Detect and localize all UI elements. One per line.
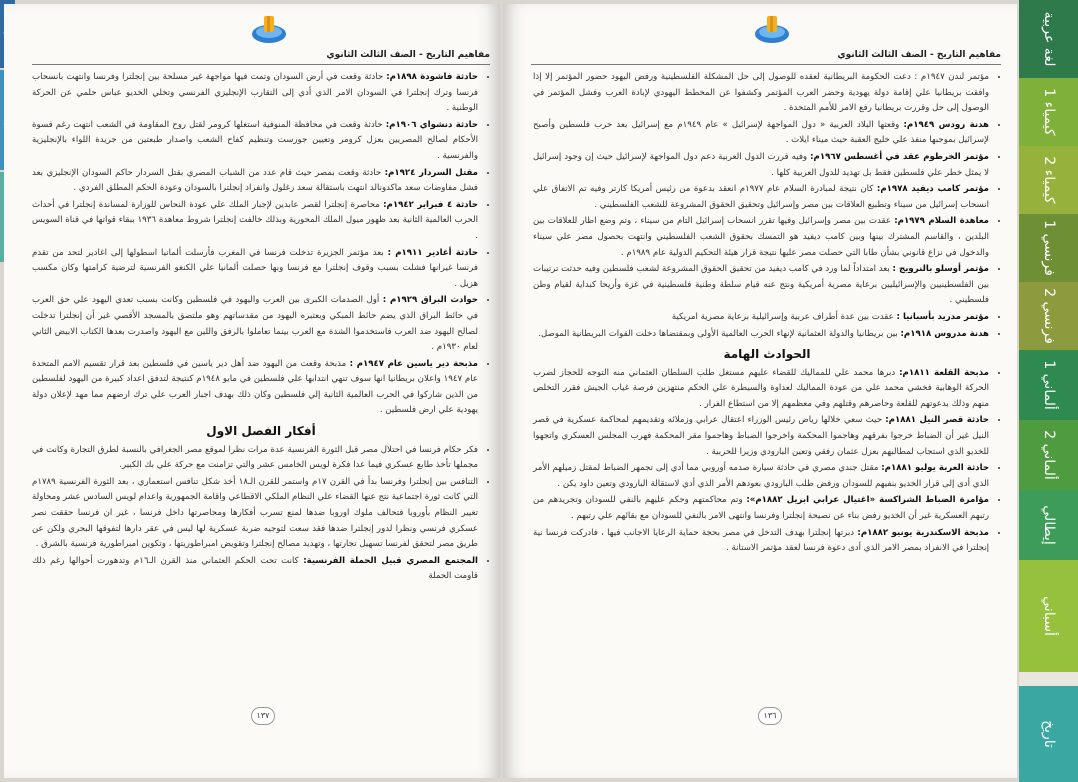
list-item: • حادثة دنشواي ١٩٠٦م: حادثة وقعت في محافظة المنوفية استغلها كرومر لقتل روح المقاومة في الشعب انتهت رغم قسوة الأحكام لصالح المصريين بعزل كرومر وتعيين جورست وتنظيم كفاح الشعب واصدار طبعتين من جريدة اللواء بالإنجليزية والفرنسية . xyxy=(32,118,478,165)
list-item: • حادثة فاشودة ١٨٩٨م: حادثة وقعت في أرض السودان وتمت فيها مواجهة غير مسلحة بين إنجلترا وفرنسا وانتهت بانسحاب فرنسا وترك إنجلترا في السودان الامر الذي أدي إلى التقارب الإنجليزي الفرنسي وتخلي الخديو عباس حلمي عن الحركة الوطنية . xyxy=(32,70,478,117)
list-item: • هدنة مدروس ١٩١٨م: بين بريطانيا والدولة العثمانية لإنهاء الحرب العالمية الأولى وبمقتضاها دخلت القوات البريطانية الموصل. xyxy=(533,327,989,343)
left-page xyxy=(4,4,500,778)
right-page-body xyxy=(533,70,1001,558)
list-item: • حادثة أغادير ١٩١١م : بعد مؤتمر الجزيرة تدخلت فرنسا في المغرب فأرسلت ألمانيا اسطولها إلى اغادير لتحد من تقدم فرنسا غيرانها فشلت بسبب وقوف إنجلترا مع فرنسا وبها حصلت ألمانيا علي الكنغو الفرنسية لترضية كرامتها وكان مكسب هزيل . xyxy=(32,246,478,293)
list-item: • مقتل السردار ١٩٢٤م: حادثة وقعت بمصر حيث قام عدد من الشباب المصري بقتل السردار حاكم السودان الإنجليزي بعد فشل مفاوضات سعد ماكدونالد انتهت باستقالة سعد زغلول وانفراد إنجلترا بالسودان وعودة الحكم المطلق الفردي . xyxy=(32,166,478,197)
list-item: • مؤامرة الضباط الشراكسة «اغتيال عرابي ابريل ١٨٨٢م»: وتم محاكمتهم وحكم عليهم بالنفي للسودان وتجريدهم من رتبهم العسكرية غير أن الخديو رفض بناء عن نصيحة إنجلترا وفرنسا وانتهى الامر بالنفي للسودان مع بقائهم علي رتبهم . xyxy=(533,493,989,524)
edge-tab-italian[interactable]: إيطالي xyxy=(1019,490,1078,560)
header-divider xyxy=(531,64,1001,65)
edge-tab-spanish[interactable]: أسباني xyxy=(1019,560,1078,672)
edge-tab-chemistry-2[interactable]: كيمياء 2 xyxy=(1019,146,1078,214)
list-item: • مؤتمر أوسلو بالنرويج : بعد امتداداً لما ورد في كامب ديفيد من تحقيق الحقوق المشروعة لشعب فلسطين وفيه حدثت ترتيبات بين الفلسطينيين والإسرائيليين برعاية مصرية أمريكية ونتج عنه قيام سلطة وطنية فلسطينية في غزة وأريحا كبداية لقيام وطن فلسطيني . xyxy=(533,262,989,309)
page-header-title: مفاهيم التاريخ - الصف الثالث الثانوي xyxy=(326,50,490,60)
edge-tab-german-1[interactable]: ألماني 1 xyxy=(1019,350,1078,420)
right-page xyxy=(503,4,1017,778)
edge-tab-french-1[interactable]: فرنسي 1 xyxy=(1019,214,1078,282)
right-top-list xyxy=(533,70,1001,342)
edge-tab-history[interactable]: تاريخ xyxy=(1019,686,1078,782)
edge-tab-german-2[interactable]: ألماني 2 xyxy=(1019,420,1078,490)
left-page-body xyxy=(32,70,490,586)
list-item: • المجتمع المصري قبيل الحملة الفرنسية: كانت تحت الحكم العثماني منذ القرن الـ١٦م وتدهورت أحوالها رغم ذلك قاومت الحملة xyxy=(32,554,478,585)
list-item: • مؤتمر الخرطوم عقد في أغسطس ١٩٦٧م: وفيه قررت الدول العربية دعم دول المواجهة لإسرائيل حيث إن وجود إسرائيل لا يمثل خطر علي فلسطين فقط بل تهديد للدول العربية كلها . xyxy=(533,150,989,181)
list-item: • حوادث البراق ١٩٢٩م : أول الصدمات الكبرى بين العرب واليهود في فلسطين وكانت بسبب تعدي اليهود علي حق العرب في حائط البراق الذي يضم حائط المبكي ويعتبره اليهود من مقدساتهم وهو ملتصق بالمسجد الأقصي غير أن إنجلترا تدخلت لصالح اليهود ضد العرب فاستخدموا الشدة مع العرب بينما تعاملوا بالرفق واللين مع اليهود واصدرت بعدها الكتاب الابيض الثاني لعام ١٩٣٠م . xyxy=(32,293,478,355)
section-title: أفكار الفصل الاول xyxy=(206,424,316,439)
list-item: • فكر حكام فرنسا في احتلال مصر قبل الثورة الفرنسية عدة مرات نظرا لموقع مصر الجغرافي بالنسبة لطرق التجارة وكانت في مجملها تأخذ طابع عسكري فيما عدا فكرة لويس الخامس عشر والتي تزامنت مع حركة علي بك الكبير. xyxy=(32,443,478,474)
book-logo-icon xyxy=(754,14,790,44)
list-item: • مؤتمر مدريد بأسبانيا : عقدت بين عدة أطراف عربية وإسرائيلية برعاية مصرية امريكية xyxy=(533,310,989,326)
list-item: • مؤتمر لندن ١٩٤٧م : دعت الحكومة البريطانية لعقده للوصول إلى حل المشكلة الفلسطينية ورفض اليهود حضور المؤتمر إلا إذا وافقت بريطانيا علي إقامة دولة يهودية وحضر العرب المؤتمر وكشفوا عن المخطط اليهودي لإبادة العرب وفشل المؤتمر في الوصول إلى حل وقررت بريطانيا رفع الامر للأمم المتحدة . xyxy=(533,70,989,117)
list-item: • مذبحة الاسكندرية يونيو ١٨٨٢م: دبرتها إنجلترا بهدف التدخل في مصر بحجة حماية الرعايا الاجانب فيها ، فادركت فرنسا نية إنجلترا في الانفراد بمصر الامر الذي أدى دعوة فرنسا لعقد مؤتمر الاستانة . xyxy=(533,526,989,557)
list-item: • حادثة ٤ فبراير ١٩٤٢م: محاصرة إنجلترا لقصر عابدين لإجبار الملك علي عودة النحاس للوزارة لمساندة إنجلترا في أحداث الحرب العالمية الثانية بعد ظهور ميول الملك المحورية وبذلك خالفت إنجلترا شروط معاهدة ١٩٣٦ ببقاء قواتها في قناة السويس . xyxy=(32,198,478,245)
list-item: • معاهدة السلام ١٩٧٩م: عقدت بين مصر وإسرائيل وفيها تقرر انسحاب إسرائيل التام من سيناء ، وتم وضع اطار للعلاقات بين البلدين ، والقاسم المشترك بينها وبين كامب ديفيد هو التمسك بحقوق الشعب الفلسطيني وانتهت بحصول مصر علي سيناء والدخول في نزاع قانوني بشأن طابا التي حصلت مصر عليها نتيجة قرار هيئة التحكيم الدولية عام ١٩٨٩م . xyxy=(533,214,989,261)
page-number: ١٣٧ xyxy=(251,707,275,725)
list-item: • هدنة رودس ١٩٤٩م: وقعتها البلاد العربية « دول المواجهة لإسرائيل » عام ١٩٤٩م مع إسرائيل بعد حرب فلسطين وأصبح لإسرائيل بموجبها منفذ علي خليج العقبة حيث ميناء ايلات . xyxy=(533,118,989,149)
header-divider xyxy=(32,64,490,65)
right-edge-tabs xyxy=(1019,0,1078,782)
list-item: • حادثة قصر النيل ١٨٨١م: حيث سعي خلالها رياض رئيس الوزراء اعتقال عرابي وزملائه وتقديمهم لمحاكمة عسكرية في قصر النيل غير أن الضباط خرجوا بفرقهم وهاجموا المحكمة واخرجوا الضباط وهاجموا مقر المحكمة فهرب المجلس العسكري واتجهوا للخديو الذي استجاب لمطالبهم بعزل عثمان رفقي وتعين البارودي وزيرا للحربية . xyxy=(533,413,989,460)
page-number: ١٣٦ xyxy=(758,707,782,725)
page-header-title: مفاهيم التاريخ - الصف الثالث الثانوي xyxy=(837,50,1001,60)
list-item: • مذبحة دير ياسين عام ١٩٤٧م : مذبحة وقعت من اليهود ضد أهل دير ياسين في فلسطين بعد قرار تقسيم الامم المتحدة عام ١٩٤٧ واعلان بريطانيا انها سوف تنهي انتدابها علي فلسطين في مايو ١٩٤٨م كنتيجة لتدفق اعداد كبيرة من اليهود لفلسطين من الذين شاركوا في الحرب العالمية الثانية إلي فلسطين وكان ذلك بهدف اجبار العرب علي ترك ارضهم مما مهد لإعلان دولة يهودية علي ارض فلسطين . xyxy=(32,357,478,419)
list-item: • مؤتمر كامب ديفيد ١٩٧٨م: كان نتيجة لمبادرة السلام عام ١٩٧٧م انعقد بدعوة من رئيس أمريكا كارتر وفيه تم الاتفاق علي انسحاب إسرائيل من سيناء وتطبيع العلاقات بين مصر وإسرائيل وتحقيق الحقوق المشروعة للشعب الفلسطيني . xyxy=(533,182,989,213)
book-logo-icon xyxy=(251,14,287,44)
edge-tab-chemistry-1[interactable]: كيمياء 1 xyxy=(1019,78,1078,146)
edge-tab-arabic[interactable]: لغة عربية xyxy=(1019,0,1078,78)
list-item: • حادثة العربة يوليو ١٨٨١م: مقتل جندي مصري في حادثة سيارة صدمه أوروبي مما أدي إلى تجمهر الضباط لمقتل زميلهم الأمر الذي أدى إلى قرار الخديو بنفيهم للسودان ورفض طلب البارودي بعودهم الأمر الذي أدي لاستقالة البارودي وتعين داود يكن . xyxy=(533,461,989,492)
list-item: • مذبحة القلعة ١٨١١م: دبرها محمد علي للمماليك للقضاء عليهم مستغل طلب السلطان العثماني منه التوجه للحجاز لضرب الحركة الوهابية فخشي محمد علي من عودة المماليك لعداوة والسيطرة علي الحكم منتهزين فرصة غياب الجيش فقرر التخلص منهم وذلك بدعوتهم للقلعة وحاصرهم وقتلهم وفي معظمهم إلا من استطاع الفرار . xyxy=(533,366,989,413)
left-bottom-list xyxy=(32,443,490,585)
right-bottom-list xyxy=(533,366,1001,557)
edge-tab-french-2[interactable]: فرنسي 2 xyxy=(1019,282,1078,350)
section-title: الحوادث الهامة xyxy=(723,347,811,362)
left-top-list xyxy=(32,70,490,419)
list-item: • التنافس بين إنجلترا وفرنسا بدأ في القرن ١٧م واستمر للقرن الـ١٨ أخذ شكل تنافس استعماري ، بعد الثورة الفرنسية ١٧٨٩م التي كانت ثورة اجتماعية نتج عنها القضاء علي النظام الملكي الاقطاعي واقامة الجمهورية واعدام لويس السادس عشر ومحاولة تغيير النظام بأوروبا فتحالف ملوك اوروبا ضدها لمنع تسرب أفكارها ومحاصرتها داخل فرنسا ، غير ان فرنسا حققت نصر عسكري فرنسي ونظرا لدور إنجلترا ضدها فقد سعت لتوجيه ضربة عسكرية لها ليس في عقر دارها لتفوقها البحري ولكن عن طريق مصر لتحقق لفرنسا تسهيل تجارتها ، وتهديد مصالح إنجلترا وتقويض امبراطوريتها ، وتكوين امبراطورية فرنسية بالشرق . xyxy=(32,475,478,553)
